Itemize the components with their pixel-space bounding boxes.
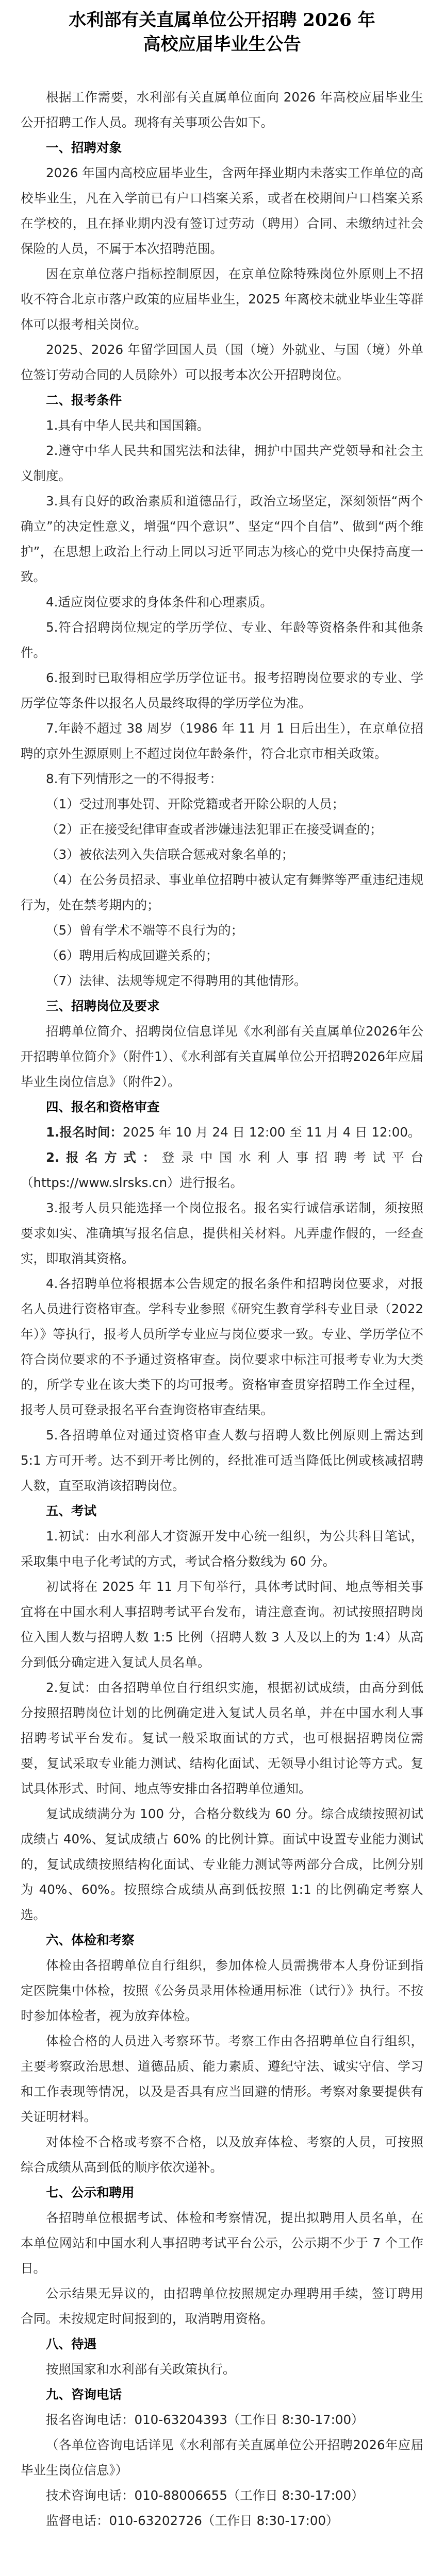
registration-method-label: 2.报名方式： xyxy=(46,1150,162,1165)
exclusion-item: （1）受过刑事处罚、开除党籍或者开除公职的人员； xyxy=(46,796,345,811)
section-3-heading: 三、招聘岗位及要求 xyxy=(46,998,160,1013)
section-4-paragraph: 4.各招聘单位将根据本公告规定的报名条件和招聘岗位要求，对报名人员进行资格审查。学科专业参照《研究生教育学科专业目录（2022年）》等执行，报考人员所学专业应与岗位要求一致。专业、学历学位不符合岗位要求的不予通过资格审查。岗位要求中标注可报考专业为大类的，所学专业在该大类下的均可报考。资格审查贯穿招聘工作全过程，报考人员可登录报名平台查询资格审查结果。 xyxy=(21,1276,423,1417)
condition-item: 5.符合招聘岗位规定的学历学位、专业、年龄等资格条件和其他条件。 xyxy=(21,620,423,660)
section-1-paragraph: 因在京单位落户指标控制原因，在京单位除特殊岗位外原则上不招收不符合北京市落户政策的应届毕业生，2025 年离校未就业毕业生等群体可以报考相关岗位。 xyxy=(21,266,423,332)
exclusion-item: （7）法律、法规等规定不得聘用的其他情形。 xyxy=(46,973,307,988)
condition-item: 3.具有良好的政治素质和道德品行，政治立场坚定，深刻领悟“两个确立”的决定性意义，增强“四个意识”、坚定“四个自信”、做到“两个维护”，在思想上政治上行动上同以习近平同志为核心的党中央保持高度一致。 xyxy=(21,494,423,584)
section-9-heading: 九、咨询电话 xyxy=(46,2387,122,2402)
exclusion-item: （3）被依法列入失信联合惩戒对象名单的； xyxy=(46,847,294,862)
section-5-paragraph: 2.复试：由各招聘单位自行组织实施，根据初试成绩，由高分到低分按照招聘岗位计划的比例确定进入复试人员名单，并在中国水利人事招聘考试平台发布。复试一般采取面试的方式，也可根据招聘岗位需要，复试采取专业能力测试、结构化面试、无领导小组讨论等方式。复试具体形式、时间、地点等安排由各招聘单位通知。 xyxy=(21,1680,423,1796)
condition-item: 4.适应岗位要求的身体条件和心理素质。 xyxy=(46,595,273,609)
section-4-paragraph: 5.各招聘单位对通过资格审查人数与招聘人数比例原则上需达到 5:1 方可开考。达不到开考比例的，经批准可适当降低比例或核减招聘人数，直至取消该招聘岗位。 xyxy=(21,1428,423,1493)
section-3-paragraph: 招聘单位简介、招聘岗位信息详见《水利部有关直属单位2026年公开招聘单位简介》（附件1）、《水利部有关直属单位公开招聘2026年应届毕业生岗位信息》（附件2）。 xyxy=(21,1024,423,1089)
contact-phone: 报名咨询电话：010-63204393（工作日 8:30-17:00） xyxy=(46,2412,364,2427)
section-8-heading: 八、待遇 xyxy=(46,2336,96,2351)
section-7-paragraph: 公示结果无异议的，由招聘单位按照规定办理聘用手续，签订聘用合同。未按规定时间报到的，取消聘用资格。 xyxy=(21,2286,423,2326)
registration-time xyxy=(21,1120,423,1145)
exclusion-item: （4）在公务员招录、事业单位招聘中被认定有舞弊等严重违纪违规行为，处在禁考期内的； xyxy=(21,872,423,912)
section-1-paragraph: 2026 年国内高校应届毕业生，含两年择业期内未落实工作单位的高校毕业生，凡在入学前已有户口档案关系，或者在校期间户口档案关系在学校的，且在择业期内没有签订过劳动（聘用）合同、未缴纳过社会保险的人员，不属于本次招聘范围。 xyxy=(21,165,423,256)
section-6-heading: 六、体检和考察 xyxy=(46,1933,135,1947)
intro-paragraph: 根据工作需要，水利部有关直属单位面向 2026 年高校应届毕业生公开招聘工作人员。现将有关事项公告如下。 xyxy=(21,90,423,130)
section-1-heading: 一、招聘对象 xyxy=(46,140,122,155)
section-6-paragraph: 对体检不合格或考察不合格，以及放弃体检、考察的人员，可按照综合成绩从高到低的顺序依次递补。 xyxy=(21,2134,423,2175)
condition-item: 7.年龄不超过 38 周岁（1986 年 11 月 1 日后出生），在京单位招聘的京外生源原则上不超过岗位年龄条件，符合北京市相关政策。 xyxy=(21,721,423,761)
announcement-title xyxy=(21,0,423,84)
section-4-paragraph: 3.报考人员只能选择一个岗位报名。报名实行诚信承诺制，须按照要求如实、准确填写报名信息，提供相关材料。凡弄虚作假的，一经查实，即取消其资格。 xyxy=(21,1200,423,1266)
registration-platform-link[interactable]: 登录中国水利人事招聘考试平台（https://www.slrsks.cn）进行报名。 xyxy=(21,1150,424,1190)
section-7-heading: 七、公示和聘用 xyxy=(46,2185,135,2200)
section-6-paragraph: 体检合格的人员进入考察环节。考察工作由各招聘单位自行组织，主要考察政治思想、道德品质、能力素质、遵纪守法、诚实守信、学习和工作表现等情况，以及是否具有应当回避的情形。考察对象要提供有关证明材料。 xyxy=(21,2033,423,2124)
contact-phone: 监督电话：010-63202726（工作日 8:30-17:00） xyxy=(46,2513,339,2528)
title-line-2: 高校应届毕业生公告 xyxy=(143,34,301,55)
section-5-paragraph: 初试将在 2025 年 11 月下旬举行，具体考试时间、地点等相关事宜将在中国水利人事招聘考试平台发布，请注意查询。初试按照招聘岗位入围人数与招聘人数 1:5 比例（招聘人数 3 人及以上的为 1:4）从高分到低分确定进入复试人员名单。 xyxy=(21,1579,423,1670)
section-8-paragraph: 按照国家和水利部有关政策执行。 xyxy=(46,2362,236,2377)
section-6-paragraph: 体检由各招聘单位自行组织，参加体检人员需携带本人身份证到指定医院集中体检，按照《公务员录用体检通用标准（试行）》执行。不按时参加体检者，视为放弃体检。 xyxy=(21,1958,423,2023)
condition-item: 2.遵守中华人民共和国宪法和法律，拥护中国共产党领导和社会主义制度。 xyxy=(21,443,423,483)
section-5-paragraph: 1.初试：由水利部人才资源开发中心统一组织，为公共科目笔试，采取集中电子化考试的方式，考试合格分数线为 60 分。 xyxy=(21,1529,423,1569)
section-1-paragraph: 2025、2026 年留学回国人员（国（境）外就业、与国（境）外单位签订劳动合同的人员除外）可以报考本次公开招聘岗位。 xyxy=(21,342,423,382)
exclusion-item: （6）聘用后构成回避关系的； xyxy=(46,948,219,963)
registration-time-value: 2025 年 10 月 24 日 12:00 至 11 月 4 日 12:00。 xyxy=(122,1125,421,1140)
section-5-heading: 五、考试 xyxy=(46,1503,96,1518)
contact-note: （各单位咨询电话详见《水利部有关直属单位公开招聘2026年应届毕业生岗位信息》） xyxy=(21,2437,423,2478)
title-line-1: 水利部有关直属单位公开招聘 2026 年 xyxy=(69,10,375,30)
exclusion-item: （5）曾有学术不端等不良行为的； xyxy=(46,923,244,938)
condition-item: 8.有下列情形之一的不得报考： xyxy=(46,771,222,786)
section-4-heading: 四、报名和资格审查 xyxy=(46,1099,160,1114)
exclusion-item: （2）正在接受纪律审查或者涉嫌违法犯罪正在接受调查的； xyxy=(46,822,383,837)
condition-item: 6.报到时已取得相应学历学位证书。报考招聘岗位要求的专业、学历学位等条件以报名人员最终取得的学历学位为准。 xyxy=(21,670,423,710)
registration-method xyxy=(21,1145,423,1195)
section-2-heading: 二、报考条件 xyxy=(46,393,122,408)
section-5-paragraph: 复试成绩满分为 100 分，合格分数线为 60 分。综合成绩按照初试成绩占 40%、复试成绩占 60% 的比例计算。面试中设置专业能力测试的，复试成绩按照结构化面试、专业能力测试等两部分合成，比例分别为 40%、60%。按照综合成绩从高到低按照 1:1 的比例确定考察人选。 xyxy=(21,1806,423,1922)
condition-item: 1.具有中华人民共和国国籍。 xyxy=(46,418,210,433)
section-7-paragraph: 各招聘单位根据考试、体检和考察情况，提出拟聘用人员名单，在本单位网站和中国水利人事招聘考试平台公示，公示期不少于 7 个工作日。 xyxy=(21,2210,423,2276)
registration-time-label: 1.报名时间： xyxy=(46,1125,123,1140)
contact-phone: 技术咨询电话：010-88006655（工作日 8:30-17:00） xyxy=(46,2488,364,2503)
